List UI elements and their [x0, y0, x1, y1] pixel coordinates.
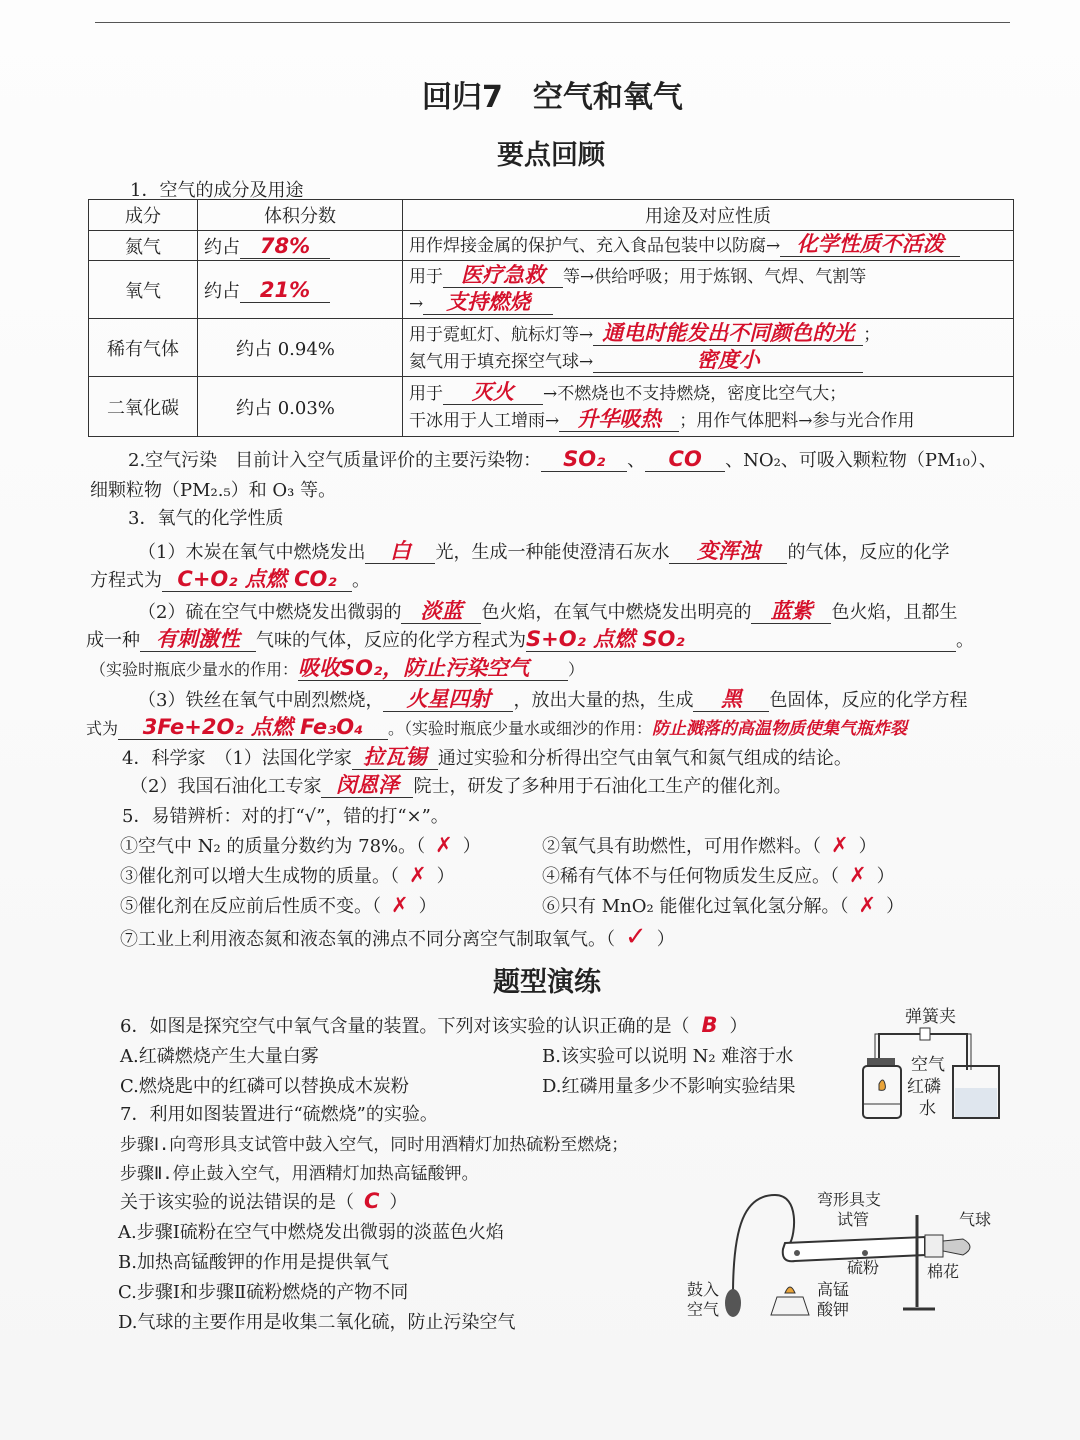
fig-label: 鼓入 [687, 1280, 720, 1299]
table-row [89, 261, 1014, 319]
handwritten-answer: 有刺激性 [140, 627, 256, 652]
q3-text: 式为 [86, 719, 119, 738]
handwritten-answer: 升华吸热 [559, 407, 679, 432]
fig-label: 弯形具支 [817, 1190, 882, 1209]
judge-text: ） [886, 896, 905, 917]
table-header: 体积分数 [198, 200, 403, 231]
fig-label: 空气 [687, 1300, 720, 1319]
q4-text: 4．科学家 （1）法国化学家 [122, 748, 352, 769]
q3-p3-line1 [138, 686, 967, 712]
q6-text: 6．如图是探究空气中氧气含量的装置。下列对该实验的认识正确的是（ [120, 1016, 690, 1037]
q7-stem: 7．利用如图装置进行“硫燃烧”的实验。 [120, 1104, 438, 1125]
gas-name: 氧气 [89, 261, 198, 319]
gas-bottle [863, 1066, 901, 1118]
flame-icon [785, 1287, 795, 1293]
judge-item [542, 892, 904, 918]
handwritten-answer: 78% [240, 234, 330, 259]
handwritten-answer: CO [645, 447, 725, 472]
table-header: 成分 [89, 200, 198, 231]
q3-text: 。 [352, 570, 370, 591]
judge-text: ） [858, 836, 877, 857]
handwritten-answer: 火星四射 [383, 687, 513, 712]
q2-text: 2.空气污染 目前计入空气质量评价的主要污染物： [128, 450, 542, 471]
q6-option-a: A.红磷燃烧产生大量白雾 [120, 1046, 319, 1067]
q3-text: 色火焰，在氧气中燃烧发出明亮的 [481, 602, 752, 623]
q3-p2-line2 [86, 626, 974, 652]
q3-text: 。 [956, 630, 974, 651]
handwritten-answer: 吸收SO₂，防止污染空气 [298, 656, 568, 681]
handwritten-answer: 黑 [693, 687, 769, 712]
handwritten-answer: 淡蓝 [401, 599, 481, 624]
q1-heading: 1．空气的成分及用途 [130, 180, 304, 201]
page-title: 回归7 空气和氧气 [422, 80, 683, 115]
use-text: 用于 [409, 266, 443, 287]
q3-p1-line2 [90, 566, 370, 592]
q3-text: 方程式为 [90, 570, 162, 591]
judge-item [120, 832, 481, 858]
q7-option-d: D.气球的主要作用是收集二氧化硫，防止污染空气 [118, 1312, 516, 1333]
judge-text: ③催化剂可以增大生成物的质量。（ [120, 866, 399, 887]
balloon-icon [943, 1239, 970, 1255]
handwritten-answer: 拉瓦锡 [352, 745, 438, 770]
handwritten-answer: 通电时能发出不同颜色的光 [593, 321, 863, 346]
fig-label: 水 [919, 1099, 936, 1119]
q7-step1: 步骤Ⅰ.向弯形具支试管中鼓入空气，同时用酒精灯加热硫粉至燃烧； [120, 1135, 629, 1155]
section-heading-review: 要点回顾 [497, 140, 605, 171]
judge-mark: ✓ [625, 922, 647, 952]
fig-label: 高锰 [817, 1280, 850, 1299]
q3-text: 的气体，反应的化学 [787, 542, 950, 563]
judge-item [120, 862, 455, 888]
use-text: → [409, 293, 424, 314]
judge-mark: ✗ [435, 833, 453, 857]
q4-line1 [122, 744, 852, 770]
beaker-water [955, 1088, 997, 1117]
cotton [925, 1235, 943, 1257]
q7-step2: 步骤Ⅱ.停止鼓入空气，用酒精灯加热高锰酸钾。 [120, 1164, 479, 1184]
frac-value: 约占 0.03% [198, 377, 403, 437]
handwritten-answer: C [364, 1189, 380, 1213]
q3-text: 。（实验时瓶底少量水或细沙的作用： [388, 719, 653, 738]
fig-label: 红磷 [907, 1077, 941, 1097]
q2-line2: 细颗粒物（PM₂.₅）和 O₃ 等。 [90, 480, 337, 501]
judge-text: ①空气中 N₂ 的质量分数约为 78%。（ [120, 836, 426, 857]
q7-option-c: C.步骤Ⅰ和步骤Ⅱ硫粉燃烧的产物不同 [118, 1282, 409, 1303]
q6-option-d: D.红磷用量多少不影响实验结果 [542, 1076, 796, 1097]
judge-item [120, 892, 437, 918]
q3-heading: 3．氧气的化学性质 [128, 508, 284, 529]
top-rule [95, 22, 1010, 23]
judge-mark: ✗ [391, 893, 409, 917]
handwritten-answer: 化学性质不活泼 [780, 232, 960, 257]
judge-mark: ✗ [858, 893, 877, 917]
q3-p2-note [90, 656, 584, 681]
judge-text: ） [418, 896, 437, 917]
q6-stem [120, 1012, 747, 1038]
use-text: 干冰用于人工增雨→ [409, 410, 560, 431]
use-text: →不燃烧也不支持燃烧，密度比空气大； [543, 383, 847, 404]
handwritten-answer: 白 [365, 539, 435, 564]
q6-option-b: B.该实验可以说明 N₂ 难溶于水 [542, 1046, 794, 1067]
judge-text: ⑤催化剂在反应前后性质不变。（ [120, 896, 381, 917]
table-row [89, 377, 1014, 437]
judge-text: ） [656, 929, 675, 950]
q3-text: 光，生成一种能使澄清石灰水 [435, 542, 670, 563]
judge-text: ） [436, 866, 455, 887]
handwritten-answer: 蓝紫 [751, 599, 831, 624]
handwritten-answer: S+O₂ 点燃 SO₂ [526, 627, 956, 652]
q4-text: 院士，研发了多种用于石油化工生产的催化剂。 [413, 776, 792, 797]
q3-text: ） [568, 660, 585, 679]
fig-label: 硫粉 [847, 1258, 880, 1277]
q3-p3-line2 [86, 714, 907, 740]
sulfur-powder [794, 1250, 800, 1256]
handwritten-answer: C+O₂ 点燃 CO₂ [162, 567, 352, 592]
fig-label: 弹簧夹 [905, 1007, 956, 1027]
fig-label: 气球 [959, 1210, 992, 1229]
judge-item [120, 922, 675, 952]
q7-text: ） [389, 1192, 408, 1213]
use-text: 用作焊接金属的保护气、充入食品包装中以防腐→ [409, 236, 781, 256]
use-text: 用于 [409, 383, 443, 404]
q7-option-a: A.步骤Ⅰ硫粉在空气中燃烧发出微弱的淡蓝色火焰 [118, 1222, 504, 1243]
judge-item [542, 862, 895, 888]
judge-mark: ✗ [831, 833, 849, 857]
table-header: 用途及对应性质 [403, 200, 1014, 231]
q3-p2-line1 [138, 598, 957, 624]
air-composition-table [88, 199, 1014, 437]
fig-label: 酸钾 [817, 1300, 850, 1319]
q2-text: 、NO₂、可吸入颗粒物（PM₁₀）、 [725, 450, 997, 471]
handwritten-answer: 变浑浊 [669, 539, 787, 564]
q7-option-b: B.加热高锰酸钾的作用是提供氧气 [118, 1252, 389, 1273]
gas-name: 氮气 [89, 231, 198, 261]
q6-text: ） [729, 1016, 748, 1037]
handwritten-answer: 闵恩泽 [321, 773, 413, 798]
table-row [89, 231, 1014, 261]
q7-text: 关于该实验的说法错误的是（ [120, 1192, 354, 1213]
q6-option-c: C.燃烧匙中的红磷可以替换成木炭粉 [120, 1076, 409, 1097]
oxygen-content-apparatus [855, 1000, 1030, 1125]
q3-text: 气味的气体，反应的化学方程式为 [256, 630, 526, 651]
q3-text: （1）木炭在氧气中燃烧发出 [138, 542, 366, 563]
q7-question [120, 1188, 407, 1214]
kmno4-powder [862, 1250, 868, 1256]
use-text: 用于霓虹灯、航标灯等→ [409, 324, 594, 345]
judge-mark: ✗ [409, 863, 427, 887]
q3-text: 色固体，反应的化学方程 [769, 690, 968, 711]
alcohol-lamp [771, 1297, 809, 1315]
frac-prefix: 约占 [204, 280, 240, 302]
handwritten-answer: 21% [240, 278, 330, 303]
fig-label: 棉花 [927, 1262, 960, 1281]
q3-text: 成一种 [86, 630, 140, 651]
judge-text: ） [876, 866, 895, 887]
q5-heading: 5．易错辨析：对的打“√”，错的打“×”。 [122, 806, 449, 827]
judge-text: ④稀有气体不与任何物质发生反应。（ [542, 866, 839, 887]
handwritten-answer: 医疗急救 [443, 263, 563, 288]
q3-text: ，放出大量的热，生成 [513, 690, 694, 711]
handwritten-answer: B [701, 1013, 718, 1037]
q4-text: 通过实验和分析得出空气由氧气和氮气组成的结论。 [437, 748, 852, 769]
q3-text: （2）硫在空气中燃烧发出微弱的 [138, 602, 402, 623]
q2-line1 [128, 446, 997, 472]
judge-item [542, 832, 877, 858]
handwritten-answer: 密度小 [593, 348, 863, 373]
section-heading-practice: 题型演练 [493, 967, 601, 998]
handwritten-answer: 防止溅落的高温物质使集气瓶炸裂 [652, 719, 908, 739]
handwritten-answer: SO₂ [541, 447, 627, 472]
gas-name: 二氧化碳 [89, 377, 198, 437]
use-text: 氦气用于填充探空气球→ [409, 351, 594, 372]
fig-label: 空气 [911, 1055, 945, 1075]
q4-text: （2）我国石油化工专家 [130, 776, 322, 797]
q3-text: （3）铁丝在氧气中剧烈燃烧， [138, 690, 384, 711]
judge-text: ⑥只有 MnO₂ 能催化过氧化氢分解。（ [542, 896, 849, 917]
frac-prefix: 约占 [204, 236, 240, 258]
use-text: ； [863, 324, 881, 345]
fig-label: 试管 [837, 1210, 870, 1229]
q3-p1-line1 [138, 538, 949, 564]
judge-mark: ✗ [849, 863, 867, 887]
spring-clip [920, 1028, 930, 1040]
q2-sep: 、 [627, 450, 646, 471]
judge-text: ②氧气具有助燃性，可用作燃料。（ [542, 836, 821, 857]
use-text: ；用作气体肥料→参与光合作用 [679, 410, 915, 431]
judge-text: ⑦工业上利用液态氮和液态氧的沸点不同分离空气制取氧气。（ [120, 929, 615, 950]
flame-icon [879, 1080, 885, 1090]
air-pump-bulb [725, 1289, 741, 1317]
handwritten-answer: 支持燃烧 [423, 290, 553, 315]
handwritten-answer: 3Fe+2O₂ 点燃 Fe₃O₄ [118, 715, 388, 740]
use-text: 等→供给呼吸；用于炼钢、气焊、气割等 [563, 266, 867, 287]
handwritten-answer: 灭火 [443, 380, 543, 405]
q3-text: （实验时瓶底少量水的作用： [90, 660, 299, 679]
gas-name: 稀有气体 [89, 319, 198, 377]
stopper [867, 1058, 895, 1066]
table-row [89, 319, 1014, 377]
frac-value: 约占 0.94% [198, 319, 403, 377]
q3-text: 色火焰，且都生 [831, 602, 958, 623]
sulfur-combustion-apparatus [685, 1185, 1005, 1335]
judge-text: ） [462, 836, 481, 857]
q4-line2 [130, 772, 791, 798]
